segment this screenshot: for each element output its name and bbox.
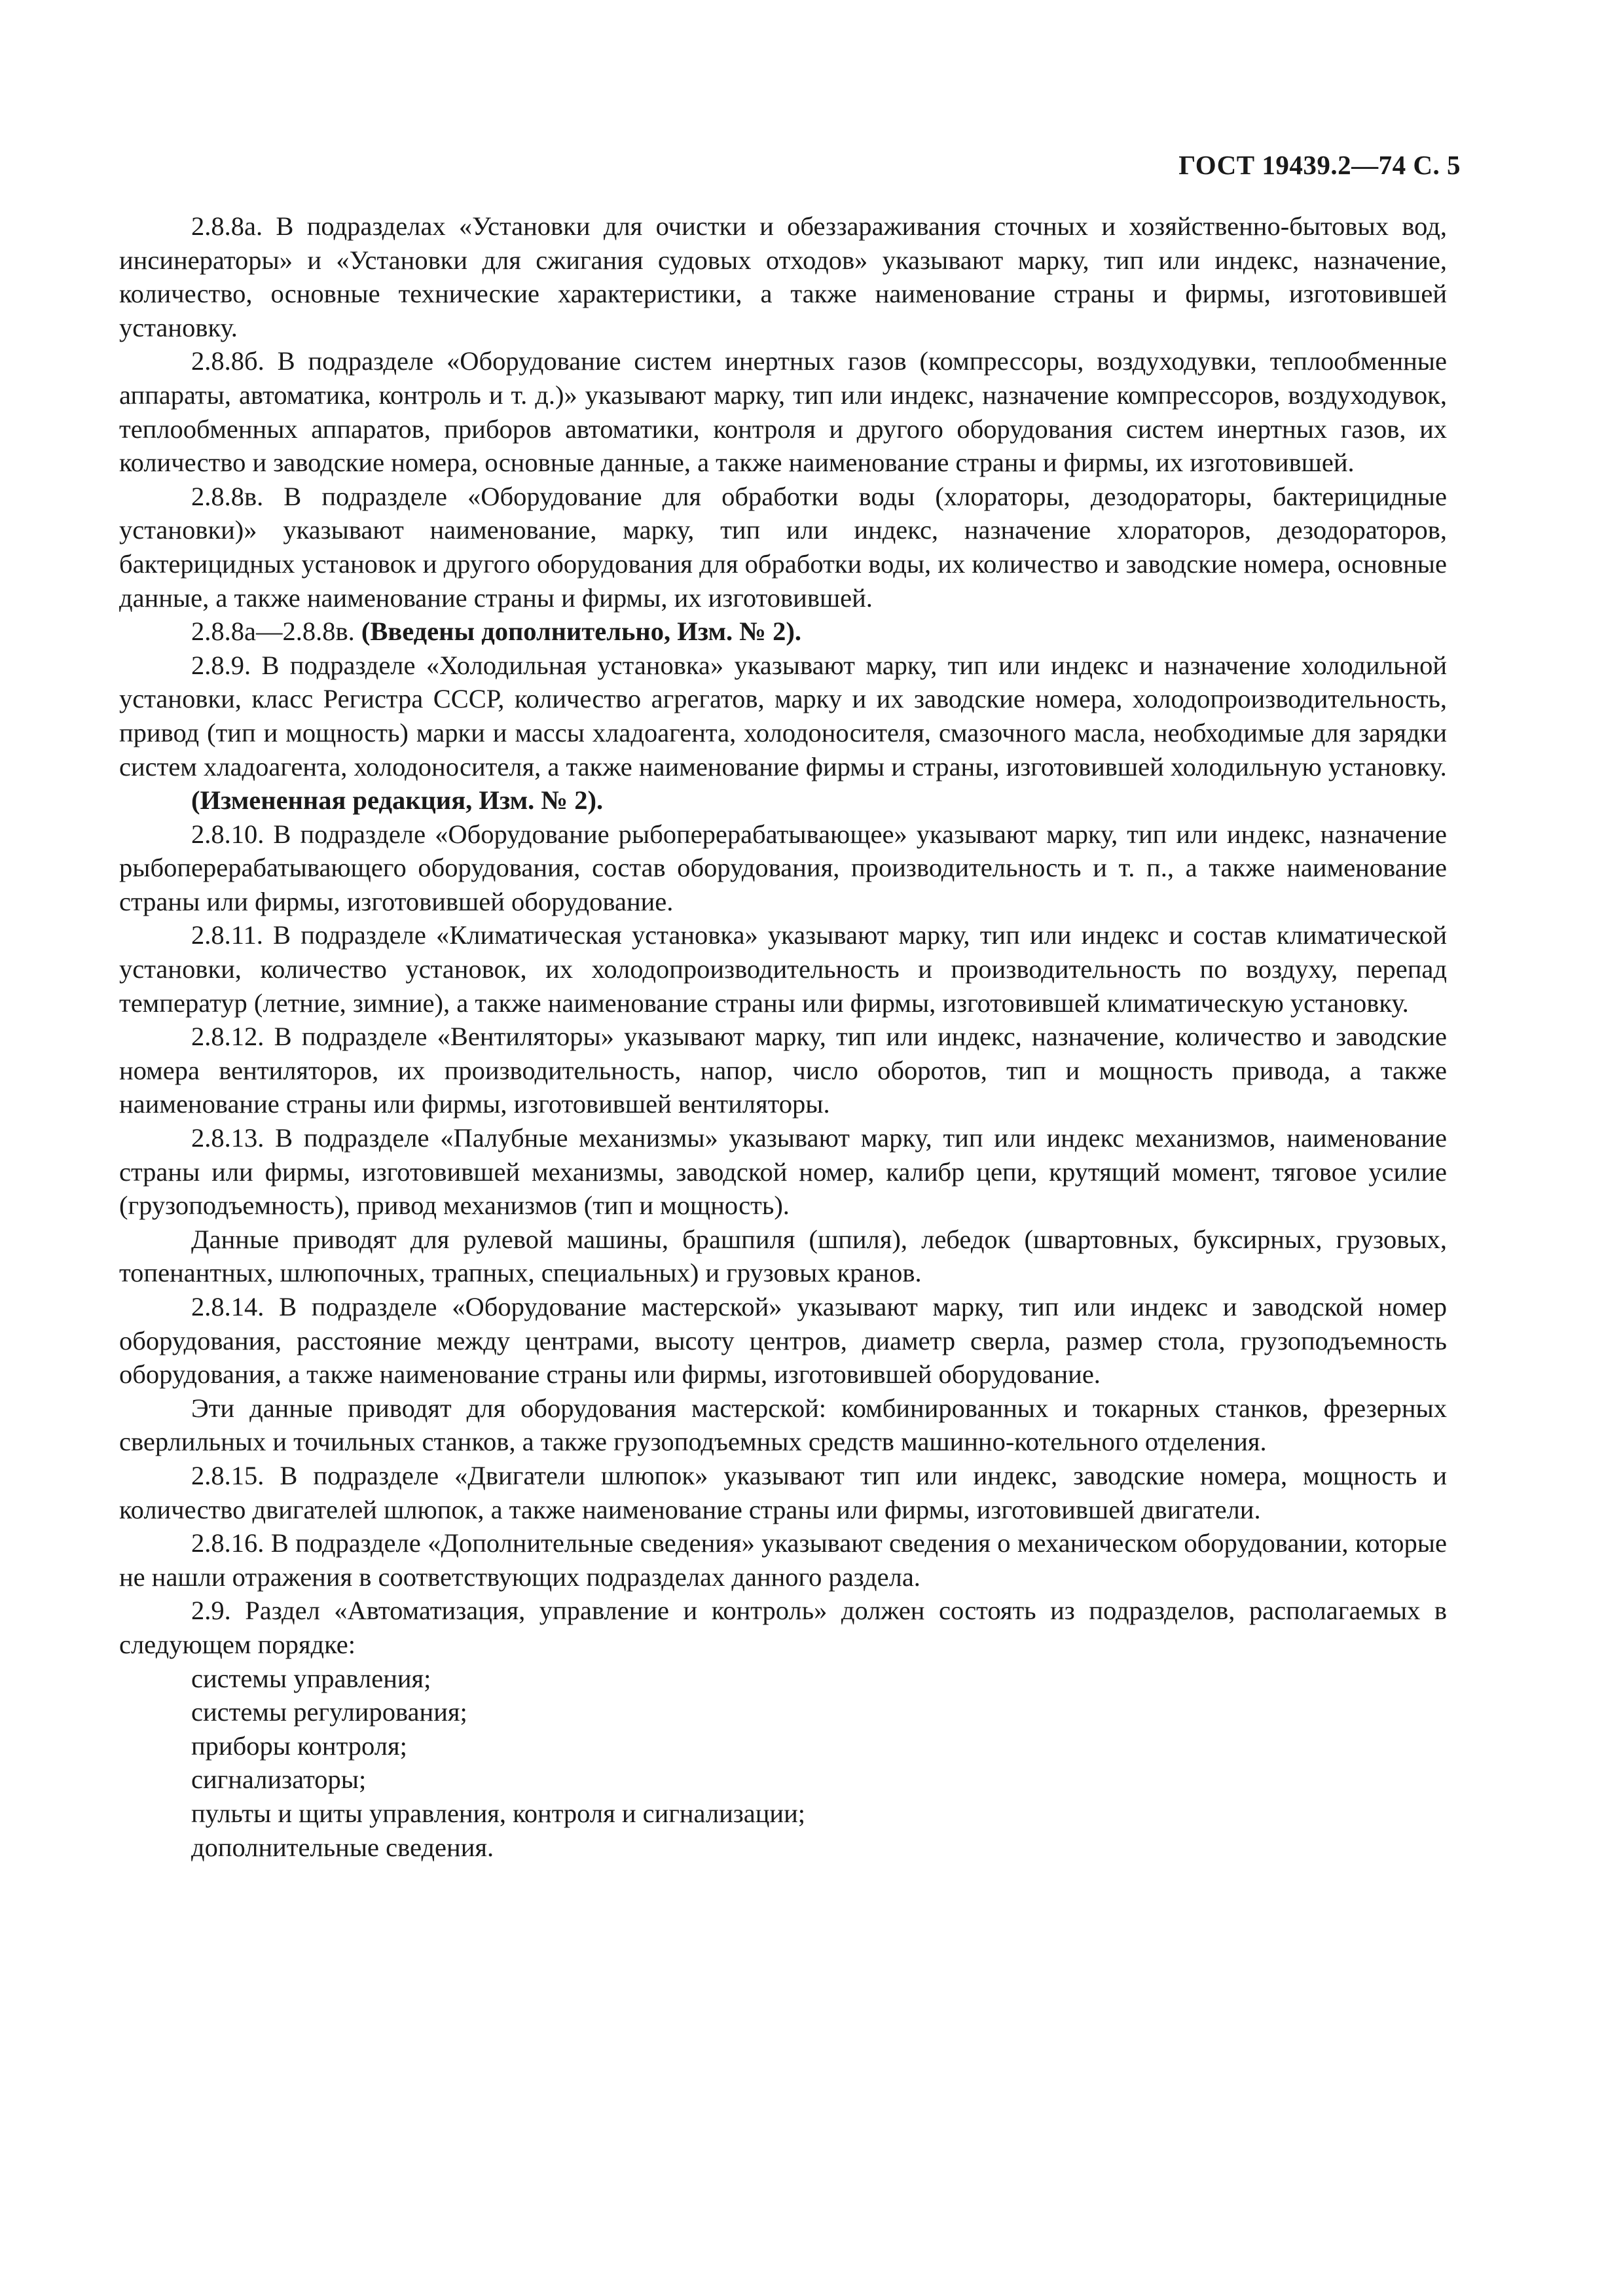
list-item: системы управления; [191, 1663, 431, 1693]
list-item: пульты и щиты управления, контроля и сигнализации; [191, 1798, 806, 1828]
paragraph-2-8-12: 2.8.12. В подразделе «Вентиляторы» указывают марку, тип или индекс, назначение, количество и заводские номера вентиляторов, их производительность, напор, число оборотов, тип и мощность привода, а также наименование страны или фирмы, изготовившей вентиляторы. [119, 1022, 1447, 1119]
amendment-note-bold: (Измененная редакция, Изм. № 2). [191, 785, 604, 816]
paragraph-amendment-note-1: 2.8.8а—2.8.8в. (Введены дополнительно, Изм. № 2). [191, 617, 801, 647]
amendment-note-bold: (Введены дополнительно, Изм. № 2). [361, 617, 801, 647]
paragraph-2-8-15: 2.8.15. В подразделе «Двигатели шлюпок» указывают тип или индекс, заводские номера, мощность и количество двигателей шлюпок, а также наименование страны или фирмы, изготовившей двигатели. [119, 1460, 1447, 1524]
paragraph-2-8-13-data: Данные приводят для рулевой машины, брашпиля (шпиля), лебедок (швартовных, буксирных, грузовых, топенантных, шлюпочных, трапных, специальных) и грузовых кранов. [119, 1224, 1447, 1288]
paragraph-2-8-16: 2.8.16. В подразделе «Дополнительные сведения» указывают сведения о механическом оборудовании, которые не нашли отражения в соответствующих подразделах данного раздела. [119, 1528, 1447, 1592]
page-header: ГОСТ 19439.2—74 С. 5 [1178, 150, 1461, 180]
paragraph-2-8-14: 2.8.14. В подразделе «Оборудование мастерской» указывают марку, тип или индекс и заводской номер оборудования, расстояние между центрами, высоту центров, диаметр сверла, размер стола, грузоподъемность оборудования, а также наименование страны или фирмы, изготовившей оборудование. [119, 1292, 1447, 1390]
list-item: системы регулирования; [191, 1697, 467, 1727]
paragraph-2-8-13: 2.8.13. В подразделе «Палубные механизмы» указывают марку, тип или индекс механизмов, наименование страны или фирмы, изготовившей механизмы, заводской номер, калибр цепи, крутящий момент, тяговое усилие (грузоподъемность), привод механизмов (тип и мощность). [119, 1123, 1447, 1221]
paragraph-2-8-10: 2.8.10. В подразделе «Оборудование рыбоперерабатывающее» указывают марку, тип или индекс, назначение рыбоперерабатывающего оборудования, состав оборудования, производительность и т. п., а также наименование страны или фирмы, изготовившей оборудование. [119, 819, 1447, 916]
paragraph-2-8-11: 2.8.11. В подразделе «Климатическая установка» указывают марку, тип или индекс и состав климатической установки, количество установок, их холодопроизводительность и производительность по воздуху, перепад температур (летние, зимние), а также наименование страны или фирмы, изготовившей климатическую установку. [119, 920, 1447, 1018]
paragraph-2-8-14-data: Эти данные приводят для оборудования мастерской: комбинированных и токарных станков, фрезерных сверлильных и точильных станков, а также грузоподъемных средств машинно-котельного отделения. [119, 1393, 1447, 1457]
list-item: сигнализаторы; [191, 1765, 367, 1795]
paragraph-2-9: 2.9. Раздел «Автоматизация, управление и контроль» должен состоять из подразделов, располагаемых в следующем порядке: [119, 1596, 1447, 1659]
paragraph-amendment-note-2 [119, 783, 1447, 817]
document-body [119, 209, 1447, 1864]
list-item: дополнительные сведения. [191, 1832, 494, 1862]
paragraph-2-8-8v: 2.8.8в. В подразделе «Оборудование для обработки воды (хлораторы, дезодораторы, бактерицидные установки)» указывают наименование, марку, тип или индекс, назначение хлораторов, дезодораторов, бактерицидных установок и другого оборудования для обработки воды, их количество и заводские номера, основные данные, а также наименование страны и фирмы, их изготовившей. [119, 481, 1447, 613]
paragraph-2-8-8b: 2.8.8б. В подразделе «Оборудование систем инертных газов (компрессоры, воздуходувки, теплообменные аппараты, автоматика, контроль и т. д.)» указывают марку, тип или индекс, назначение компрессоров, воздуходувок, теплообменных аппаратов, приборов автоматики, контроля и другого оборудования систем инертных газов, их количество и заводские номера, основные данные, а также наименование страны и фирмы, их изготовившей. [119, 346, 1447, 478]
paragraph-2-8-9: 2.8.9. В подразделе «Холодильная установка» указывают марку, тип или индекс и назначение холодильной установки, класс Регистра СССР, количество агрегатов, марку и их заводские номера, холодопроизводительность, привод (тип и мощность) марки и массы хладоагента, холодоносителя, смазочного масла, необходимые для зарядки систем хладоагента, холодоносителя, а также наименование фирмы и страны, изготовившей холодильную установку. [119, 650, 1447, 781]
list-item: приборы контроля; [191, 1731, 407, 1761]
paragraph-2-8-8a: 2.8.8а. В подразделах «Установки для очистки и обеззараживания сточных и хозяйственно-бытовых вод, инсинераторы» и «Установки для сжигания судовых отходов» указывают марку, тип или индекс, назначение, количество, основные технические характеристики, а также наименование страны и фирмы, изготовившей установку. [119, 211, 1447, 342]
